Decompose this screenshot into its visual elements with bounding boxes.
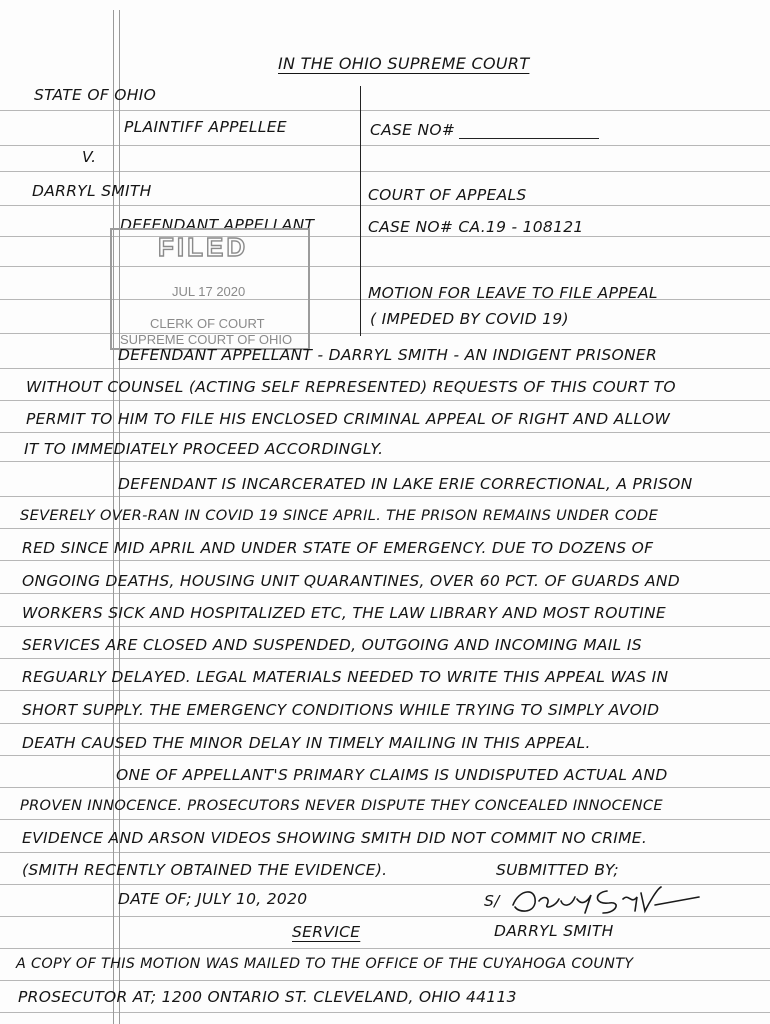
stamp-clerk: CLERK OF COURT [150, 316, 265, 331]
party2-name: DARRYL SMITH [32, 182, 152, 200]
case-number-blank [459, 124, 599, 139]
submitted-by-label: SUBMITTED BY; [496, 861, 619, 879]
ruled-line [0, 690, 770, 691]
ruled-line [0, 658, 770, 659]
caption-divider [360, 86, 361, 336]
service-line: A COPY OF THIS MOTION WAS MAILED TO THE OFFICE OF THE CUYAHOGA COUNTY [16, 956, 634, 972]
body-line: SERVICES ARE CLOSED AND SUSPENDED, OUTGOING AND INCOMING MAIL IS [22, 636, 642, 654]
ruled-line [0, 528, 770, 529]
ruled-line [0, 819, 770, 820]
ruled-line [0, 496, 770, 497]
body-line: PERMIT TO HIM TO FILE HIS ENCLOSED CRIMINAL APPEAL OF RIGHT AND ALLOW [26, 410, 671, 428]
body-line: (SMITH RECENTLY OBTAINED THE EVIDENCE). [22, 861, 388, 879]
body-line: ONGOING DEATHS, HOUSING UNIT QUARANTINES, OVER 60 PCT. OF GUARDS AND [22, 572, 681, 590]
appeals-case-number: CASE NO# CA.19 - 108121 [368, 218, 584, 236]
party1-role: PLAINTIFF APPELLEE [124, 118, 287, 136]
ruled-line [0, 400, 770, 401]
case-number-field [370, 121, 599, 139]
body-line: PROVEN INNOCENCE. PROSECUTORS NEVER DISPUTE THEY CONCEALED INNOCENCE [20, 797, 663, 814]
handwritten-signature [485, 883, 705, 919]
ruled-line [0, 626, 770, 627]
stamp-date: JUL 17 2020 [172, 284, 246, 299]
court-heading: IN THE OHIO SUPREME COURT [278, 54, 530, 73]
ruled-line [0, 755, 770, 756]
service-line: PROSECUTOR AT; 1200 ONTARIO ST. CLEVELAND, OHIO 44113 [18, 988, 517, 1006]
stamp-filed-text: FILED [158, 232, 249, 262]
body-line: SHORT SUPPLY. THE EMERGENCY CONDITIONS WHILE TRYING TO SIMPLY AVOID [22, 701, 660, 719]
stamp-court: SUPREME COURT OF OHIO [120, 332, 293, 347]
ruled-line [0, 948, 770, 949]
ruled-line [0, 145, 770, 146]
date-line: DATE OF; JULY 10, 2020 [118, 890, 308, 908]
motion-subtitle: ( IMPEDED BY COVID 19) [370, 310, 569, 328]
body-line: DEFENDANT APPELLANT - DARRYL SMITH - AN INDIGENT PRISONER [118, 346, 658, 364]
service-heading: SERVICE [292, 923, 361, 941]
body-line: IT TO IMMEDIATELY PROCEED ACCORDINGLY. [24, 440, 384, 458]
ruled-line [0, 1012, 770, 1013]
filed-stamp [110, 228, 310, 350]
ruled-line [0, 461, 770, 462]
body-line: SEVERELY OVER-RAN IN COVID 19 SINCE APRIL. THE PRISON REMAINS UNDER CODE [20, 507, 659, 524]
body-line: WITHOUT COUNSEL (ACTING SELF REPRESENTED) REQUESTS OF THIS COURT TO [26, 378, 676, 396]
body-line: DEATH CAUSED THE MINOR DELAY IN TIMELY MAILING IN THIS APPEAL. [22, 734, 591, 752]
ruled-line [0, 560, 770, 561]
versus-label: V. [82, 148, 97, 166]
body-line: REGUARLY DELAYED. LEGAL MATERIALS NEEDED TO WRITE THIS APPEAL WAS IN [22, 668, 669, 686]
ruled-line [0, 110, 770, 111]
ruled-line [0, 980, 770, 981]
ruled-line [0, 432, 770, 433]
court-of-appeals-label: COURT OF APPEALS [368, 186, 527, 204]
party1-name: STATE OF OHIO [34, 86, 157, 104]
motion-title: MOTION FOR LEAVE TO FILE APPEAL [368, 284, 658, 302]
body-line: WORKERS SICK AND HOSPITALIZED ETC, THE LAW LIBRARY AND MOST ROUTINE [22, 604, 667, 622]
body-line: EVIDENCE AND ARSON VIDEOS SHOWING SMITH DID NOT COMMIT NO CRIME. [22, 829, 648, 847]
case-number-label: CASE NO# [370, 121, 456, 139]
ruled-line [0, 852, 770, 853]
signer-name: DARRYL SMITH [494, 922, 614, 940]
ruled-line [0, 368, 770, 369]
body-line: ONE OF APPELLANT'S PRIMARY CLAIMS IS UNDISPUTED ACTUAL AND [116, 766, 668, 784]
signature-prefix: S/ [484, 892, 500, 910]
ruled-line [0, 593, 770, 594]
party2-role: DEFENDANT APPELLANT [120, 216, 315, 234]
body-line: RED SINCE MID APRIL AND UNDER STATE OF EMERGENCY. DUE TO DOZENS OF [22, 539, 654, 557]
ruled-line [0, 723, 770, 724]
body-line: DEFENDANT IS INCARCERATED IN LAKE ERIE CORRECTIONAL, A PRISON [118, 475, 693, 493]
ruled-line [0, 205, 770, 206]
ruled-line [0, 171, 770, 172]
ruled-line [0, 787, 770, 788]
